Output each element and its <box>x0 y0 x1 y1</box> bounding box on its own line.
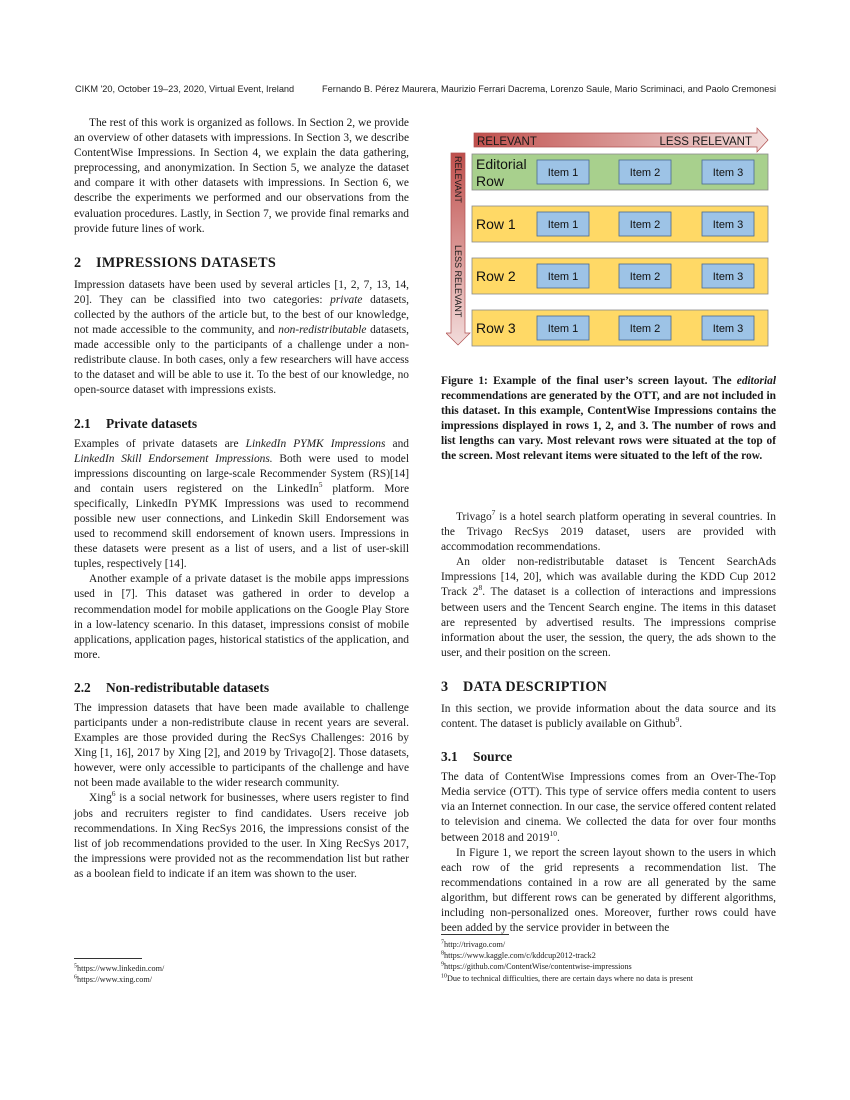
text-run: Xing <box>89 792 112 805</box>
item-label: Item 3 <box>712 271 744 283</box>
footnote-link[interactable]: https://www.linkedin.com/ <box>77 964 165 973</box>
footnote-link[interactable]: https://www.kaggle.com/c/kddcup2012-track2 <box>444 951 596 961</box>
section-title: DATA DESCRIPTION <box>463 678 608 695</box>
section-2-2-paragraph-1: The impression datasets that have been made available to challenge participants under a non-redistribute clause in recent years are several. Examples are those provided during the RecSys Challenges: 2016 by Xing [1, 16], 2017 by Xing [2], and 2019 by Trivago[2]. Those datasets, however, were only accessible to participants of the challenge and have not been made available to the wider research community. <box>74 701 409 790</box>
item-label: Item 2 <box>629 167 661 179</box>
section-title: Source <box>473 749 513 765</box>
arrow-label-less-relevant: LESS RELEVANT <box>659 136 752 148</box>
text-run: . The dataset is a collection of interactions and impressions between users and the Tencent Search engine. The items in this dataset are represented by advertised results. The impressions comprise information about the user, the session, the query, the ads shown to the user, and their position on the screen. <box>441 586 777 659</box>
footnote-marker[interactable]: 5 <box>318 479 323 489</box>
section-2-heading <box>74 255 409 272</box>
section-number: 2.1 <box>74 415 91 431</box>
item-label: Item 2 <box>629 271 661 283</box>
item-label: Item 1 <box>547 323 579 335</box>
section-3-1-paragraph-2: In Figure 1, we report the screen layout shown to the users in which each row of the grid represents a recommendation list. The recommendations contained in a row are all generated by the same algorithm, but different rows can be generated by different algorithms, including non-personalized ones. Moreover, further rows could have been added by the service provider in between the <box>441 846 776 935</box>
item-label: Item 3 <box>712 167 744 179</box>
running-header-right: Fernando B. Pérez Maurera, Maurizio Ferrari Dacrema, Lorenzo Saule, Mario Scriminaci, and Paolo Cremonesi <box>322 84 776 94</box>
section-number: 2 <box>74 254 82 271</box>
footnote-number: 9 <box>441 961 444 968</box>
footnote-9 <box>441 961 776 972</box>
text-run: Examples of private datasets are <box>74 437 246 450</box>
section-2-1-heading <box>74 416 409 432</box>
text-run: is a social network for businesses, where users register to find jobs and recruiters register to find candidates. Users receive job recommendations. In Xing RecSys 2016, the impressions consist of the list of job recommendations provided to the user. In Xing RecSys 2017, the impressions were provided not as the recommendation list but rather as a boolean field to indicate if an item was shown to the user. <box>74 792 409 880</box>
figure-1 <box>446 127 776 351</box>
text-run: datasets, collected by the authors of the article but, to the best of our knowledge, not made accessible to the community, and <box>74 293 409 337</box>
footnote-5 <box>74 963 409 974</box>
running-header-left: CIKM '20, October 19–23, 2020, Virtual Event, Ireland <box>75 84 295 94</box>
section-3-heading <box>441 679 776 696</box>
trivago-paragraph <box>441 510 776 555</box>
footnote-marker[interactable]: 10 <box>549 828 558 838</box>
footnote-7 <box>441 939 776 950</box>
footnote-marker[interactable]: 9 <box>675 715 680 725</box>
emphasis-non-redistributable: non-redistributable <box>278 324 367 337</box>
tencent-paragraph <box>441 555 776 661</box>
intro-paragraph: The rest of this work is organized as follows. In Section 2, we provide an overview of other datasets with impressions. In Section 3, we describe ContentWise Impressions. In Section 4, we explain the data gathering, preprocessing, and anonymization. In Section 5, we analyze the dataset and compare it with other datasets with impressions. In Section 6, we describe the experiments we performed and our observations from the evaluation procedures. Lastly, in Section 7, we provide final remarks and provide future lines of work. <box>74 117 409 235</box>
left-column <box>74 116 409 882</box>
text-run: . <box>557 831 560 844</box>
item-label: Item 2 <box>629 219 661 231</box>
footnote-link[interactable]: https://github.com/ContentWise/contentwise-impressions <box>444 962 632 972</box>
caption-text <box>441 374 776 465</box>
item-label: Item 3 <box>712 323 744 335</box>
footnote-rule <box>74 958 142 959</box>
footnote-text: Due to technical difficulties, there are certain days where no data is present <box>447 973 694 983</box>
text-run: platform. More specifically, LinkedIn PYMK Impressions was used to recommend possible new user connections, and Linkedin Skill Endorsement was used to recommend skill endorsement of known users. Impressions in these datasets were present as a list of users, and a list of user-skill tuples, respectively [14]. <box>74 482 409 571</box>
item-label: Item 1 <box>547 167 579 179</box>
section-3-1-paragraph-1 <box>441 770 776 845</box>
footnote-6 <box>74 974 409 985</box>
emphasis-private: private <box>330 293 363 306</box>
text-run: is a hotel search platform operating in several countries. In the Trivago RecSys 2019 dataset, users are provided with accommodation recommendations. <box>441 511 776 554</box>
footnote-rule <box>441 934 509 935</box>
section-title: IMPRESSIONS DATASETS <box>96 254 277 271</box>
row-label: Row 1 <box>476 216 516 232</box>
side-label-less-relevant: LESS RELEVANT <box>453 245 463 318</box>
footnote-8 <box>441 950 776 961</box>
footnote-marker[interactable]: 7 <box>491 508 496 518</box>
section-number: 3.1 <box>441 749 458 765</box>
footnote-number: 7 <box>441 939 444 946</box>
footnote-number: 6 <box>74 974 77 981</box>
left-footnotes <box>74 958 409 985</box>
text-run: Impression datasets have been used by several articles [1, 2, 7, 13, 14, 20]. They can be classified into two categories: <box>74 278 409 306</box>
section-3-1-heading <box>441 749 776 765</box>
text-run: . <box>679 718 683 731</box>
text-run: Figure 1: Example of the final user’s screen layout. The <box>441 375 737 387</box>
right-footnotes <box>441 934 776 984</box>
row-label: Row 2 <box>476 268 516 284</box>
footnote-number: 10 <box>441 972 447 979</box>
section-2-2-paragraph-2 <box>74 791 409 882</box>
section-3-paragraph <box>441 702 776 732</box>
item-label: Item 3 <box>712 219 744 231</box>
row-label: Row 3 <box>476 320 516 336</box>
right-column <box>441 510 776 936</box>
footnote-link[interactable]: https://www.xing.com/ <box>77 975 152 985</box>
emphasis-pymk: LinkedIn PYMK Impressions <box>245 437 386 450</box>
section-2-1-paragraph-2: Another example of a private dataset is the mobile apps impressions used in [7]. This dataset was gathered in order to develop a recommendation model for mobile applications on the Google Play Store in a low-latency scenario. In this dataset, impressions consist of mobile applications, application pages, historical statistics of the application, and more. <box>74 573 409 661</box>
text-run: Trivago <box>456 511 492 523</box>
text-run: and <box>385 437 409 450</box>
screen-layout-diagram <box>446 127 776 351</box>
footnote-10 <box>441 973 776 984</box>
section-number: 3 <box>441 678 449 695</box>
side-label-relevant: RELEVANT <box>453 156 463 203</box>
text-run: In this section, we provide information about the data source and its content. The dataset is publicly available on Github <box>441 702 776 731</box>
footnote-link[interactable]: http://trivago.com/ <box>444 940 506 949</box>
item-label: Item 1 <box>547 219 579 231</box>
section-title: Private datasets <box>106 415 198 431</box>
row-label-line2: Row <box>476 173 505 189</box>
section-2-2-heading <box>74 680 409 696</box>
text-run: The data of ContentWise Impressions comes from an Over-The-Top Media service (OTT). This type of service offers media content to users via an Internet connection. In our case, the service offered content related to television and cinema. We collected the data for over four months between 2018 and 2019 <box>441 771 776 844</box>
section-title: Non-redistributable datasets <box>106 679 270 695</box>
item-label: Item 1 <box>547 271 579 283</box>
footnote-number: 5 <box>74 963 77 970</box>
text-run: An older non-redistributable dataset is Tencent SearchAds Impressions [14, 20], which was available during the KDD Cup 2012 Track 2 <box>441 556 776 599</box>
footnote-number: 8 <box>441 950 444 957</box>
footnote-marker[interactable]: 8 <box>478 583 483 593</box>
footnote-marker[interactable]: 6 <box>111 789 116 799</box>
arrow-label-relevant: RELEVANT <box>477 136 537 148</box>
section-number: 2.2 <box>74 679 91 695</box>
emphasis-skill: LinkedIn Skill Endorsement Impressions. <box>74 452 273 465</box>
emphasis-editorial: editorial <box>736 375 776 387</box>
text-run: recommendations are generated by the OTT, and are not included in this dataset. In this example, ContentWise Impressions contains the impressions displayed in rows 1, 2, and 3. The number of rows and list lengths can vary. Most relevant rows were situated at the top of the screen. Most relevant items were situated to the left of the row. <box>441 390 776 463</box>
text-run: Both were used to model impressions discounting on large-scale Recommender System (RS)[14] and contain users registered on the LinkedIn <box>74 452 409 495</box>
text-run: datasets, made accessible only to the participants of a challenge under a non-redistribute clause. In both cases, only a few researchers will have access to the dataset and will be able to use it. To the best of our knowledge, no open-source dataset with impressions exists. <box>74 324 409 397</box>
section-2-paragraph <box>74 278 409 399</box>
row-label: Editorial <box>476 156 527 172</box>
item-label: Item 2 <box>629 323 661 335</box>
figure-1-caption <box>441 374 776 465</box>
section-2-1-paragraph-1 <box>74 437 409 573</box>
